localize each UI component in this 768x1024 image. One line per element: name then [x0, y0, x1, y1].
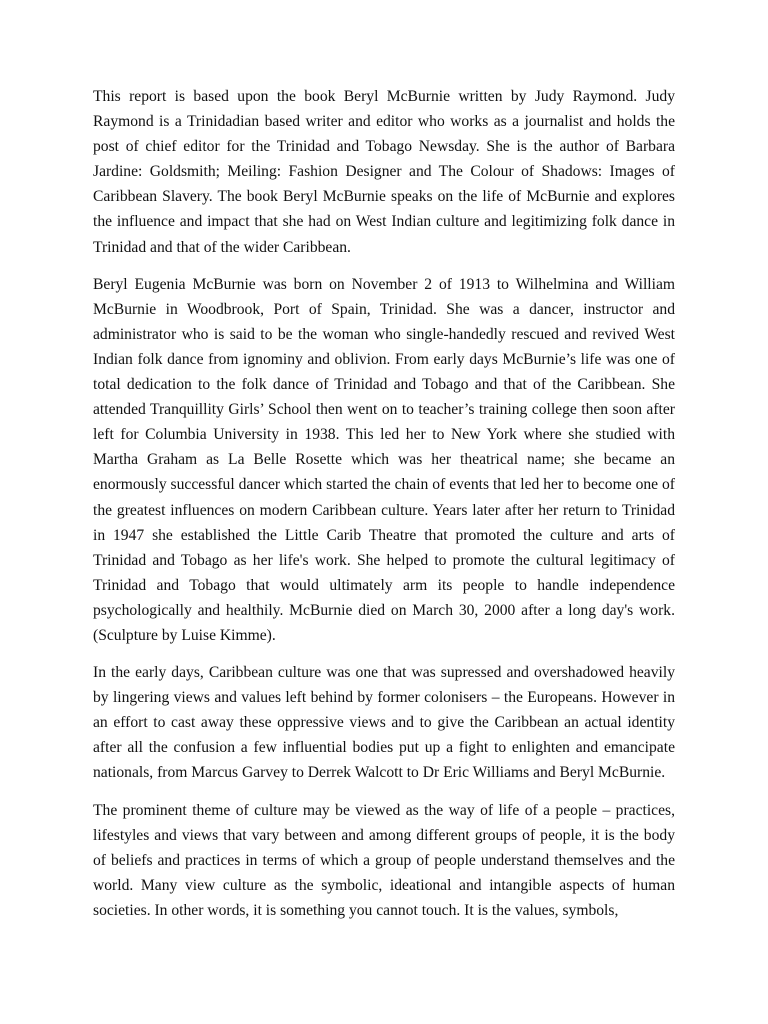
paragraph-early-days: In the early days, Caribbean culture was one that was supressed and overshadowed heavily by lingering views and values left behind by former colonisers – the Europeans. However in an effort to cast away these oppressive views and to give the Caribbean an actual identity after all the confusion a few influential bodies put up a fight to enlighten and emancipate nationals, from Marcus Garvey to Derrek Walcott to Dr Eric Williams and Beryl McBurnie.	[93, 664, 675, 782]
paragraph-culture-theme: The prominent theme of culture may be viewed as the way of life of a people – practices, lifestyles and views that vary between and among different groups of people, it is the body of beliefs and practices in terms of which a group of people understand themselves and the world. Many view culture as the symbolic, ideational and intangible aspects of human societies. In other words, it is something you cannot touch. It is the values, symbols,	[93, 801, 675, 919]
paragraph-intro: This report is based upon the book Beryl McBurnie written by Judy Raymond. Judy Raymond is a Trinidadian based writer and editor who works as a journalist and holds the post of chief editor for the Trinidad and Tobago Newsday. She is the author of Barbara Jardine: Goldsmith; Meiling: Fashion Designer and The Colour of Shadows: Images of Caribbean Slavery. The book Beryl McBurnie speaks on the life of McBurnie and explores the influence and impact that she had on West Indian culture and legitimizing folk dance in Trinidad and that of the wider Caribbean.	[93, 88, 675, 256]
paragraph-biography: Beryl Eugenia McBurnie was born on November 2 of 1913 to Wilhelmina and William McBurnie in Woodbrook, Port of Spain, Trinidad. She was a dancer, instructor and administrator who is said to be the woman who single-handedly rescued and revived West Indian folk dance from ignominy and oblivion. From early days McBurnie’s life was one of total dedication to the folk dance of Trinidad and Tobago and that of the Caribbean. She attended Tranquillity Girls’ School then went on to teacher’s training college then soon after left for Columbia University in 1938. This led her to New York where she studied with Martha Graham as La Belle Rosette which was her theatrical name; she became an enormously successful dancer which started the chain of events that led her to become one of the greatest influences on modern Caribbean culture. Years later after her return to Trinidad in 1947 she established the Little Carib Theatre that promoted the culture and arts of Trinidad and Tobago as her life's work. She helped to promote the cultural legitimacy of Trinidad and Tobago that would ultimately arm its people to handle independence psychologically and healthily. McBurnie died on March 30, 2000 after a long day's work. (Sculpture by Luise Kimme).	[93, 275, 675, 644]
